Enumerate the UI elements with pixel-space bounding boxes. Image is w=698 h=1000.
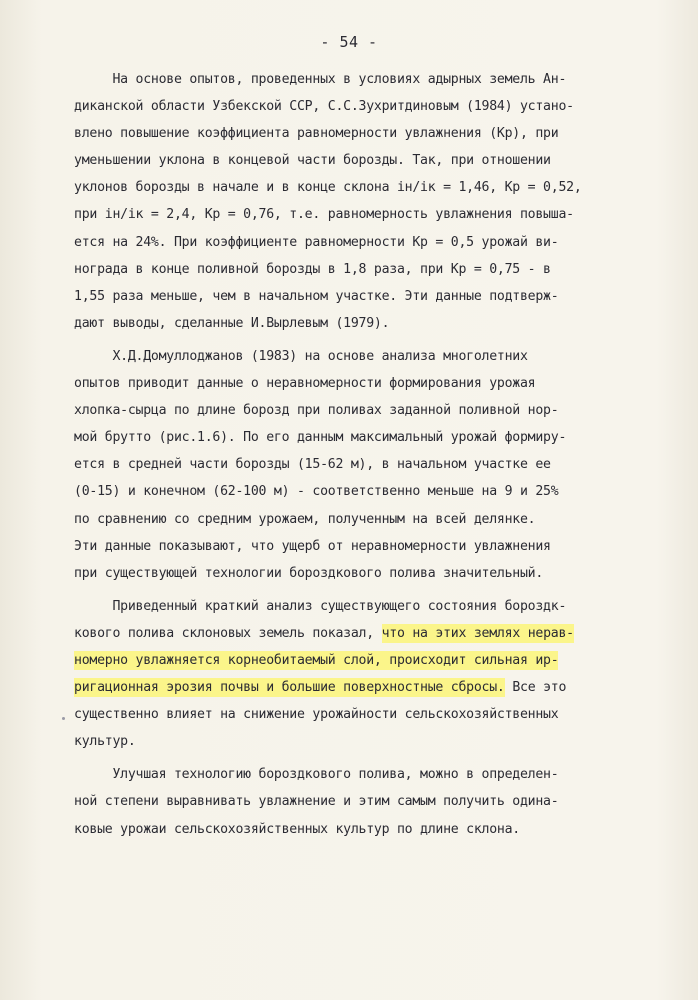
text-segment: Эти данные показывают, что ущерб от неравномерности увлажнения [74,538,551,554]
text-line [74,478,648,505]
text-line [74,506,648,533]
text-segment: Улучшая технологию бороздкового полива, можно в определен- [74,767,559,783]
text-line [74,174,648,201]
text-line [74,66,648,93]
text-segment: ется на 24%. При коэффициенте равномерности Кр = 0,5 урожай ви- [74,234,559,250]
text-line [74,728,648,755]
text-line [74,120,648,147]
highlighted-text: ригационная эрозия почвы и большие поверхностные сбросы. [74,680,505,696]
text-line [74,761,648,788]
text-line [74,593,648,620]
text-line [74,370,648,397]
text-segment: кового полива склоновых земель показал, [74,625,382,641]
text-line [74,533,648,560]
text-segment: 1,55 раза меньше, чем в начальном участке. Эти данные подтверж- [74,288,559,304]
margin-mark [62,717,65,720]
text-segment: опытов приводит данные о неравномерности формирования урожая [74,376,536,392]
text-segment: мой брутто (рис.1.6). По его данным максимальный урожай формиру- [74,430,567,446]
text-segment: влено повышение коэффициента равномерности увлажнения (Кр), при [74,126,559,142]
text-segment: культур. [74,734,136,750]
text-line [74,424,648,451]
text-line [74,674,648,701]
text-line [74,647,648,674]
text-line [74,788,648,815]
text-line [74,256,648,283]
text-segment: ковые урожаи сельскохозяйственных культур по длине склона. [74,821,520,837]
highlighted-text: номерно увлажняется корнеобитаемый слой, происходит сильная ир- [74,652,559,668]
text-line [74,620,648,647]
text-segment: Х.Д.Домуллоджанов (1983) на основе анализа многолетних [74,348,528,364]
text-line [74,343,648,370]
text-segment: (0-15) и конечном (62-100 м) - соответственно меньше на 9 и 25% [74,484,559,500]
text-line [74,816,648,843]
text-line [74,229,648,256]
text-line [74,397,648,424]
text-segment: уменьшении уклона в концевой части борозды. Так, при отношении [74,153,551,169]
text-segment: ется в средней части борозды (15-62 м), в начальном участке ее [74,457,551,473]
page-number: - 54 - [320,33,378,51]
text-segment: Приведенный краткий анализ существующего состояния бороздк- [74,598,567,614]
text-line [74,93,648,120]
text-segment: диканской области Узбекской ССР, С.С.Зухритдиновым (1984) устано- [74,99,574,115]
text-segment: ной степени выравнивать увлажнение и этим самым получить одина- [74,794,559,810]
text-line [74,147,648,174]
text-segment: существенно влияет на снижение урожайности сельскохозяйственных [74,707,559,723]
text-segment: нограда в конце поливной борозды в 1,8 раза, при Кр = 0,75 - в [74,261,551,277]
text-segment: при iн/iк = 2,4, Кр = 0,76, т.е. равномерность увлажнения повыша- [74,207,574,223]
text-line [74,310,648,337]
text-segment: На основе опытов, проведенных в условиях адырных земель Ан- [74,72,567,87]
text-line [74,560,648,587]
text-line [74,201,648,228]
text-segment: хлопка-сырца по длине борозд при поливах заданной поливной нор- [74,403,559,419]
text-line [74,451,648,478]
text-segment: Все это [504,680,567,696]
text-line [74,283,648,310]
highlighted-text: что на этих землях нерав- [381,625,574,641]
text-segment: при существующей технологии бороздкового полива значительный. [74,565,544,581]
text-line [74,701,648,728]
text-segment: уклонов борозды в начале и в конце склона iн/iк = 1,46, Кр = 0,52, [74,180,582,196]
body-text [74,66,648,843]
text-segment: по сравнению со средним урожаем, полученным на всей делянке. [74,511,536,527]
text-segment: дают выводы, сделанные И.Вырлевым (1979). [74,315,390,331]
